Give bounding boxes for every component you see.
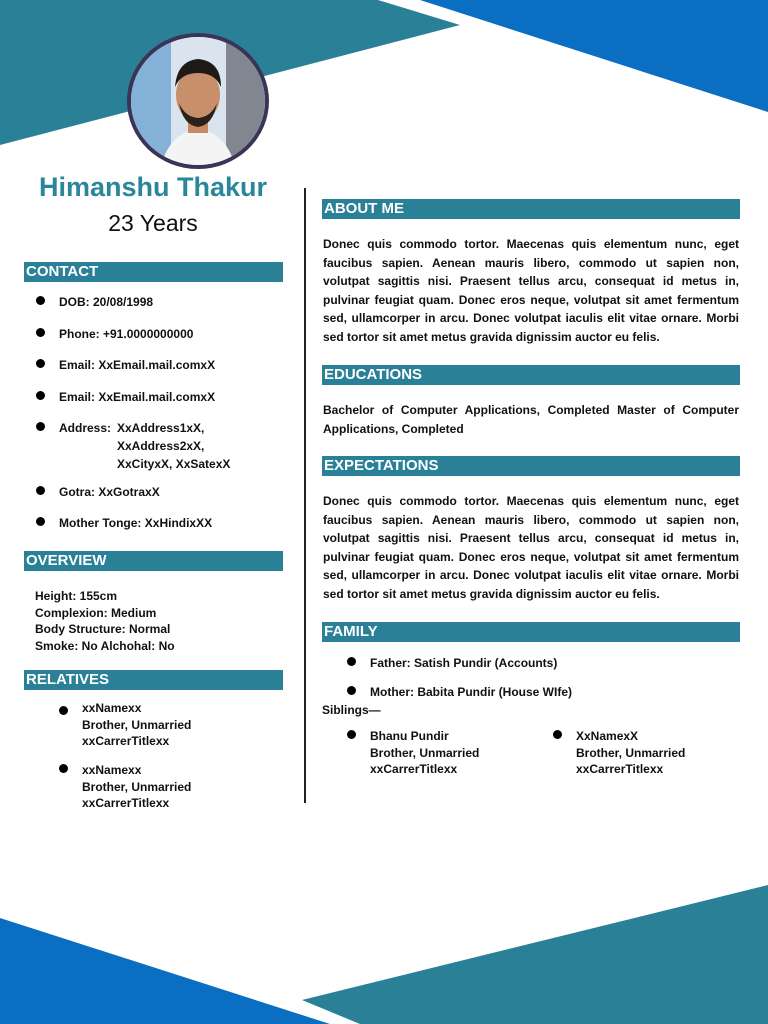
relative-title: xxCarrerTitlexx: [82, 734, 170, 748]
relative-item: [82, 762, 191, 812]
bullet-icon: [347, 657, 356, 666]
relative-title: xxCarrerTitlexx: [82, 796, 170, 810]
overview-height: Height: 155cm: [35, 589, 118, 603]
siblings-label: Siblings—: [322, 703, 381, 717]
expectations-heading: EXPECTATIONS: [322, 456, 740, 476]
sibling-relation: Brother, Unmarried: [370, 745, 480, 760]
contact-address-label: Address:: [59, 421, 112, 435]
contact-dob: DOB: 20/08/1998: [59, 295, 154, 309]
profile-name: Himanshu Thakur: [38, 172, 268, 202]
bullet-icon: [36, 486, 45, 495]
relative-relation: Brother, Unmarried: [82, 779, 192, 794]
relatives-heading: RELATIVES: [24, 670, 283, 690]
contact-gotra: Gotra: XxGotraxX: [59, 485, 160, 499]
bullet-icon: [36, 328, 45, 337]
contact-heading: CONTACT: [24, 262, 283, 282]
bullet-icon: [36, 359, 45, 368]
sibling-name: XxNamexX: [576, 729, 639, 743]
contact-address-line-2: XxAddress2xX,: [117, 439, 205, 453]
contact-address-line-3: XxCityxX, XxSatexX: [117, 457, 231, 471]
overview-heading: OVERVIEW: [24, 551, 283, 571]
column-divider: [304, 188, 306, 803]
family-father: Father: Satish Pundir (Accounts): [370, 656, 558, 670]
family-mother: Mother: Babita Pundir (House WIfe): [370, 685, 572, 699]
sibling-name: Bhanu Pundir: [370, 729, 449, 743]
overview-complexion: Complexion: Medium: [35, 605, 157, 620]
bullet-icon: [36, 391, 45, 400]
sibling-relation: Brother, Unmarried: [576, 745, 686, 760]
relative-relation: Brother, Unmarried: [82, 717, 192, 732]
overview-habits: Smoke: No Alchohal: No: [35, 638, 175, 653]
profile-photo: [127, 33, 269, 169]
about-text: Donec quis commodo tortor. Maecenas quis elementum nunc, eget faucibus sapien. Aenean mauris libero, commodo ut sapien non, volutpat sagittis nisi. Praesent tellus arcu, consequat id metus in, pulvinar feugiat quam. Donec eros neque, volutpat sit amet fermentum sed, ullamcorper in arcu. Donec volutpat iaculis elit vitae ornare. Morbi sed tortor sit amet metus gravida dignissim auctor eu felis.: [323, 237, 739, 344]
overview-details: [35, 588, 275, 654]
overview-body-structure: Body Structure: Normal: [35, 622, 171, 636]
bullet-icon: [36, 296, 45, 305]
contact-mother-tongue: Mother Tonge: XxHindixXX: [59, 516, 213, 530]
avatar-image: [131, 37, 265, 165]
contact-email-1: Email: XxEmail.mail.comxX: [59, 358, 216, 372]
relative-item: [82, 700, 191, 750]
sibling-item: [370, 728, 479, 778]
contact-address-line-1: XxAddress1xX,: [117, 421, 205, 435]
sibling-title: xxCarrerTitlexx: [576, 762, 664, 776]
about-heading: ABOUT ME: [322, 199, 740, 219]
sibling-title: xxCarrerTitlexx: [370, 762, 458, 776]
profile-age: 23 Years: [108, 210, 198, 236]
contact-email-2: Email: XxEmail.mail.comxX: [59, 390, 216, 404]
bullet-icon: [59, 764, 68, 773]
education-text: Bachelor of Computer Applications, Completed Master of Computer Applications, Completed: [323, 403, 739, 436]
bullet-icon: [347, 730, 356, 739]
relative-name: xxNamexx: [82, 763, 142, 777]
expectations-text: Donec quis commodo tortor. Maecenas quis elementum nunc, eget faucibus sapien. Aenean mauris libero, commodo ut sapien non, volutpat sagittis nisi. Praesent tellus arcu, consequat id metus in, pulvinar feugiat quam. Donec eros neque, volutpat sit amet fermentum sed, ullamcorper in arcu. Donec volutpat iaculis elit vitae ornare. Morbi sed tortor sit amet metus gravida dignissim auctor eu felis.: [323, 494, 739, 601]
family-heading: FAMILY: [322, 622, 740, 642]
relative-name: xxNamexx: [82, 701, 142, 715]
bullet-icon: [347, 686, 356, 695]
bullet-icon: [553, 730, 562, 739]
education-heading: EDUCATIONS: [322, 365, 740, 385]
bullet-icon: [36, 517, 45, 526]
contact-phone: Phone: +91.0000000000: [59, 327, 194, 341]
sibling-item: [576, 728, 685, 778]
bullet-icon: [59, 706, 68, 715]
bullet-icon: [36, 422, 45, 431]
